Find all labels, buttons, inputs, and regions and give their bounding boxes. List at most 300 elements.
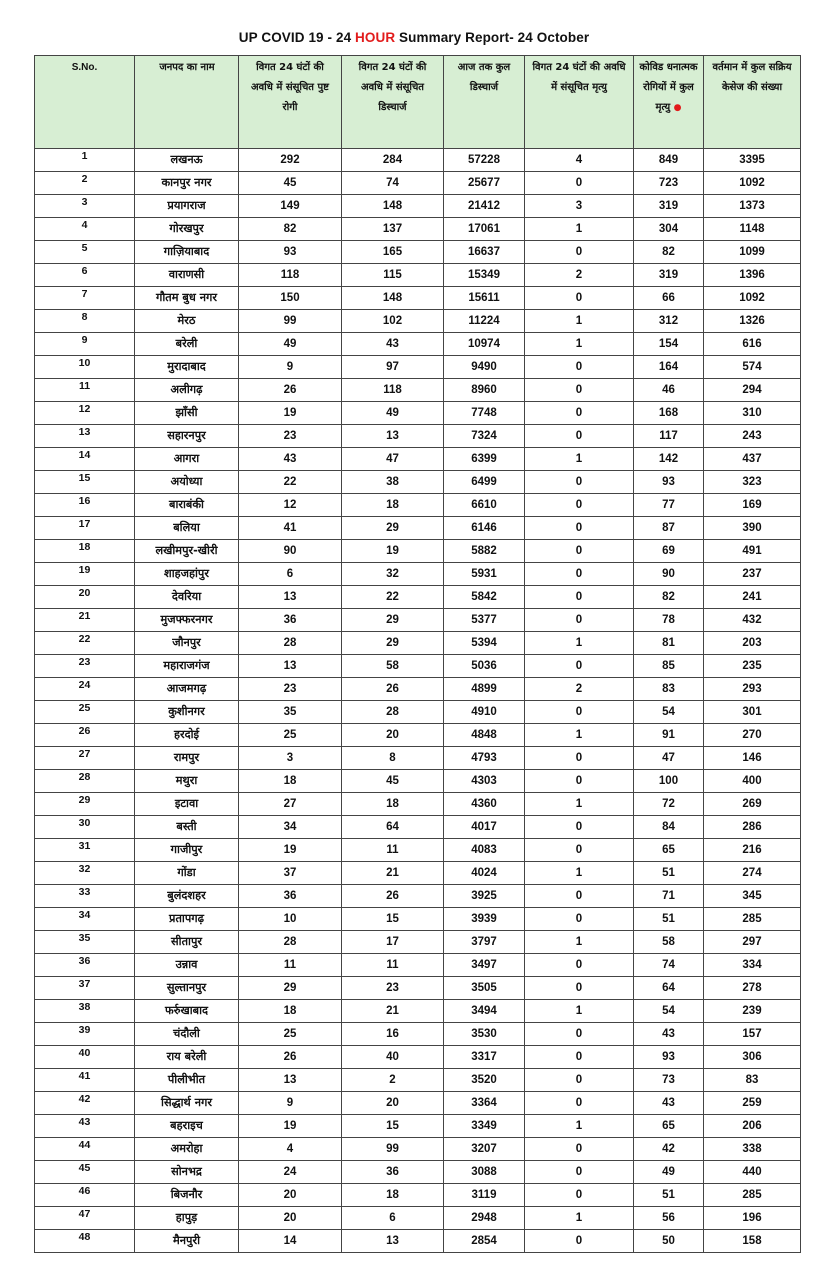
cell-new-cases: 82 [239, 218, 342, 241]
cell-total-discharged: 3520 [444, 1069, 525, 1092]
cell-total-discharged: 21412 [444, 195, 525, 218]
cell-active-cases: 216 [704, 839, 801, 862]
cell-new-cases: 20 [239, 1184, 342, 1207]
cell-deaths-24h: 0 [525, 839, 634, 862]
cell-discharged-24h: 148 [342, 287, 444, 310]
cell-new-cases: 4 [239, 1138, 342, 1161]
cell-active-cases: 270 [704, 724, 801, 747]
cell-total-discharged: 4848 [444, 724, 525, 747]
cell-total-deaths: 723 [634, 172, 704, 195]
cell-active-cases: 432 [704, 609, 801, 632]
cell-new-cases: 28 [239, 632, 342, 655]
table-row [35, 1161, 801, 1184]
cell-active-cases: 1092 [704, 287, 801, 310]
cell-sno: 8 [35, 310, 135, 333]
cell-deaths-24h: 2 [525, 678, 634, 701]
cell-district: सीतापुर [135, 931, 239, 954]
cell-deaths-24h: 0 [525, 540, 634, 563]
cell-active-cases: 286 [704, 816, 801, 839]
cell-discharged-24h: 97 [342, 356, 444, 379]
cell-active-cases: 390 [704, 517, 801, 540]
summary-table [34, 55, 801, 1253]
cell-total-discharged: 4083 [444, 839, 525, 862]
cell-total-deaths: 74 [634, 954, 704, 977]
cell-sno: 46 [35, 1184, 135, 1207]
header-total-discharged: आज तक कुल डिस्चार्ज [444, 56, 525, 149]
table-row [35, 1230, 801, 1253]
cell-total-deaths: 319 [634, 264, 704, 287]
cell-deaths-24h: 1 [525, 1207, 634, 1230]
cell-deaths-24h: 0 [525, 287, 634, 310]
cell-discharged-24h: 13 [342, 425, 444, 448]
cell-total-discharged: 6610 [444, 494, 525, 517]
cell-total-deaths: 82 [634, 586, 704, 609]
cell-total-deaths: 91 [634, 724, 704, 747]
cell-active-cases: 1326 [704, 310, 801, 333]
cell-total-deaths: 154 [634, 333, 704, 356]
cell-active-cases: 259 [704, 1092, 801, 1115]
cell-deaths-24h: 0 [525, 402, 634, 425]
cell-discharged-24h: 26 [342, 678, 444, 701]
cell-total-discharged: 7324 [444, 425, 525, 448]
table-row [35, 1000, 801, 1023]
table-row [35, 816, 801, 839]
cell-active-cases: 334 [704, 954, 801, 977]
table-row [35, 655, 801, 678]
cell-new-cases: 12 [239, 494, 342, 517]
cell-total-discharged: 4910 [444, 701, 525, 724]
cell-deaths-24h: 0 [525, 1069, 634, 1092]
cell-new-cases: 36 [239, 609, 342, 632]
cell-active-cases: 274 [704, 862, 801, 885]
cell-total-deaths: 66 [634, 287, 704, 310]
cell-deaths-24h: 0 [525, 1184, 634, 1207]
cell-sno: 33 [35, 885, 135, 908]
cell-deaths-24h: 0 [525, 425, 634, 448]
cell-sno: 21 [35, 609, 135, 632]
cell-sno: 25 [35, 701, 135, 724]
cell-sno: 35 [35, 931, 135, 954]
cell-sno: 37 [35, 977, 135, 1000]
table-row [35, 471, 801, 494]
table-row [35, 862, 801, 885]
table-row [35, 563, 801, 586]
cell-new-cases: 14 [239, 1230, 342, 1253]
cell-new-cases: 24 [239, 1161, 342, 1184]
cell-deaths-24h: 0 [525, 977, 634, 1000]
cell-total-deaths: 93 [634, 471, 704, 494]
cell-total-deaths: 43 [634, 1023, 704, 1046]
cell-deaths-24h: 1 [525, 632, 634, 655]
cell-district: राय बरेली [135, 1046, 239, 1069]
cell-total-deaths: 71 [634, 885, 704, 908]
cell-total-discharged: 15611 [444, 287, 525, 310]
cell-total-discharged: 4899 [444, 678, 525, 701]
table-row [35, 1092, 801, 1115]
cell-deaths-24h: 1 [525, 1115, 634, 1138]
cell-sno: 48 [35, 1230, 135, 1253]
cell-discharged-24h: 20 [342, 1092, 444, 1115]
cell-district: बुलंदशहर [135, 885, 239, 908]
header-sno: S.No. [35, 56, 135, 149]
cell-sno: 23 [35, 655, 135, 678]
cell-active-cases: 196 [704, 1207, 801, 1230]
cell-deaths-24h: 0 [525, 701, 634, 724]
cell-discharged-24h: 21 [342, 862, 444, 885]
cell-total-discharged: 3530 [444, 1023, 525, 1046]
cell-district: कुशीनगर [135, 701, 239, 724]
cell-new-cases: 10 [239, 908, 342, 931]
cell-discharged-24h: 11 [342, 839, 444, 862]
table-row [35, 770, 801, 793]
cell-district: पीलीभीत [135, 1069, 239, 1092]
cell-new-cases: 149 [239, 195, 342, 218]
cell-discharged-24h: 49 [342, 402, 444, 425]
cell-district: गौतम बुध नगर [135, 287, 239, 310]
cell-new-cases: 118 [239, 264, 342, 287]
cell-new-cases: 3 [239, 747, 342, 770]
cell-total-deaths: 46 [634, 379, 704, 402]
cell-new-cases: 26 [239, 379, 342, 402]
cell-total-deaths: 65 [634, 839, 704, 862]
cell-new-cases: 11 [239, 954, 342, 977]
cell-discharged-24h: 15 [342, 908, 444, 931]
cell-deaths-24h: 1 [525, 862, 634, 885]
cell-total-deaths: 81 [634, 632, 704, 655]
cell-deaths-24h: 0 [525, 471, 634, 494]
cell-district: गाजीपुर [135, 839, 239, 862]
table-row [35, 609, 801, 632]
cell-total-discharged: 4793 [444, 747, 525, 770]
cell-deaths-24h: 0 [525, 379, 634, 402]
table-row [35, 632, 801, 655]
header-deaths-24h: विगत 24 घंटों की अवधि में संसूचित मृत्यु [525, 56, 634, 149]
cell-deaths-24h: 0 [525, 1230, 634, 1253]
cell-active-cases: 285 [704, 908, 801, 931]
cell-active-cases: 440 [704, 1161, 801, 1184]
cell-new-cases: 9 [239, 1092, 342, 1115]
cell-discharged-24h: 32 [342, 563, 444, 586]
cell-sno: 29 [35, 793, 135, 816]
cell-active-cases: 158 [704, 1230, 801, 1253]
cell-active-cases: 1099 [704, 241, 801, 264]
cell-active-cases: 345 [704, 885, 801, 908]
cell-active-cases: 269 [704, 793, 801, 816]
table-row [35, 747, 801, 770]
cell-sno: 5 [35, 241, 135, 264]
cell-deaths-24h: 1 [525, 310, 634, 333]
table-row [35, 1138, 801, 1161]
cell-sno: 19 [35, 563, 135, 586]
cell-district: लखीमपुर-खीरी [135, 540, 239, 563]
cell-new-cases: 9 [239, 356, 342, 379]
cell-deaths-24h: 0 [525, 586, 634, 609]
table-row [35, 678, 801, 701]
cell-district: हापुड़ [135, 1207, 239, 1230]
cell-deaths-24h: 0 [525, 241, 634, 264]
cell-discharged-24h: 18 [342, 793, 444, 816]
cell-deaths-24h: 0 [525, 172, 634, 195]
cell-deaths-24h: 2 [525, 264, 634, 287]
cell-discharged-24h: 20 [342, 724, 444, 747]
cell-deaths-24h: 0 [525, 954, 634, 977]
cell-discharged-24h: 43 [342, 333, 444, 356]
cell-sno: 31 [35, 839, 135, 862]
cell-deaths-24h: 0 [525, 1161, 634, 1184]
cell-discharged-24h: 58 [342, 655, 444, 678]
cell-deaths-24h: 0 [525, 1138, 634, 1161]
cell-total-discharged: 16637 [444, 241, 525, 264]
cell-discharged-24h: 17 [342, 931, 444, 954]
cell-total-deaths: 87 [634, 517, 704, 540]
cell-active-cases: 574 [704, 356, 801, 379]
cell-district: रामपुर [135, 747, 239, 770]
cell-district: अमरोहा [135, 1138, 239, 1161]
cell-sno: 13 [35, 425, 135, 448]
table-row [35, 540, 801, 563]
cell-discharged-24h: 11 [342, 954, 444, 977]
cell-deaths-24h: 1 [525, 333, 634, 356]
cell-new-cases: 93 [239, 241, 342, 264]
table-row [35, 586, 801, 609]
cell-discharged-24h: 26 [342, 885, 444, 908]
cell-active-cases: 400 [704, 770, 801, 793]
cell-discharged-24h: 74 [342, 172, 444, 195]
table-row [35, 1207, 801, 1230]
cell-sno: 34 [35, 908, 135, 931]
title-prefix: UP COVID 19 - 24 [238, 30, 356, 45]
cell-sno: 30 [35, 816, 135, 839]
cell-active-cases: 616 [704, 333, 801, 356]
cell-sno: 6 [35, 264, 135, 287]
cell-deaths-24h: 1 [525, 218, 634, 241]
cell-district: झाँसी [135, 402, 239, 425]
table-row [35, 149, 801, 172]
cell-sno: 40 [35, 1046, 135, 1069]
table-row [35, 448, 801, 471]
cell-discharged-24h: 18 [342, 1184, 444, 1207]
table-row [35, 195, 801, 218]
report-title [0, 30, 828, 45]
header-total-deaths [634, 56, 704, 149]
cell-district: महाराजगंज [135, 655, 239, 678]
cell-active-cases: 1396 [704, 264, 801, 287]
header-active-cases: वर्तमान में कुल सक्रिय केसेज की संख्या [704, 56, 801, 149]
cell-total-deaths: 64 [634, 977, 704, 1000]
cell-sno: 7 [35, 287, 135, 310]
cell-new-cases: 37 [239, 862, 342, 885]
cell-new-cases: 18 [239, 770, 342, 793]
cell-total-deaths: 42 [634, 1138, 704, 1161]
cell-active-cases: 169 [704, 494, 801, 517]
cell-active-cases: 83 [704, 1069, 801, 1092]
cell-deaths-24h: 1 [525, 793, 634, 816]
table-row [35, 356, 801, 379]
cell-total-deaths: 93 [634, 1046, 704, 1069]
table-row [35, 379, 801, 402]
cell-total-deaths: 117 [634, 425, 704, 448]
cell-total-discharged: 8960 [444, 379, 525, 402]
cell-total-deaths: 58 [634, 931, 704, 954]
cell-sno: 44 [35, 1138, 135, 1161]
cell-new-cases: 23 [239, 425, 342, 448]
cell-discharged-24h: 118 [342, 379, 444, 402]
cell-district: वाराणसी [135, 264, 239, 287]
table-row [35, 241, 801, 264]
cell-sno: 36 [35, 954, 135, 977]
cell-sno: 18 [35, 540, 135, 563]
cell-active-cases: 203 [704, 632, 801, 655]
cell-sno: 28 [35, 770, 135, 793]
table-row [35, 287, 801, 310]
cell-new-cases: 99 [239, 310, 342, 333]
cell-deaths-24h: 1 [525, 448, 634, 471]
cell-new-cases: 292 [239, 149, 342, 172]
table-row [35, 954, 801, 977]
table-row [35, 793, 801, 816]
cell-district: मथुरा [135, 770, 239, 793]
cell-total-deaths: 65 [634, 1115, 704, 1138]
cell-new-cases: 150 [239, 287, 342, 310]
cell-active-cases: 278 [704, 977, 801, 1000]
cell-discharged-24h: 29 [342, 632, 444, 655]
table-row [35, 908, 801, 931]
cell-total-discharged: 3939 [444, 908, 525, 931]
cell-deaths-24h: 3 [525, 195, 634, 218]
cell-district: गोरखपुर [135, 218, 239, 241]
cell-active-cases: 1373 [704, 195, 801, 218]
cell-new-cases: 27 [239, 793, 342, 816]
cell-total-discharged: 2854 [444, 1230, 525, 1253]
cell-sno: 12 [35, 402, 135, 425]
cell-total-discharged: 10974 [444, 333, 525, 356]
cell-total-discharged: 17061 [444, 218, 525, 241]
cell-total-discharged: 5882 [444, 540, 525, 563]
cell-deaths-24h: 0 [525, 1092, 634, 1115]
cell-sno: 11 [35, 379, 135, 402]
cell-discharged-24h: 29 [342, 609, 444, 632]
cell-discharged-24h: 38 [342, 471, 444, 494]
cell-deaths-24h: 0 [525, 1046, 634, 1069]
cell-discharged-24h: 29 [342, 517, 444, 540]
table-row [35, 172, 801, 195]
cell-district: सुल्तानपुर [135, 977, 239, 1000]
cell-total-deaths: 84 [634, 816, 704, 839]
cell-active-cases: 306 [704, 1046, 801, 1069]
cell-deaths-24h: 0 [525, 770, 634, 793]
cell-total-deaths: 54 [634, 1000, 704, 1023]
cell-deaths-24h: 0 [525, 816, 634, 839]
cell-sno: 14 [35, 448, 135, 471]
cell-active-cases: 293 [704, 678, 801, 701]
cell-total-discharged: 11224 [444, 310, 525, 333]
cell-discharged-24h: 40 [342, 1046, 444, 1069]
cell-total-deaths: 849 [634, 149, 704, 172]
cell-sno: 41 [35, 1069, 135, 1092]
cell-total-deaths: 304 [634, 218, 704, 241]
cell-district: जौनपुर [135, 632, 239, 655]
header-total-deaths-text: कोविड धनात्मक रोगियों में कुल मृत्यु [639, 62, 698, 113]
cell-discharged-24h: 18 [342, 494, 444, 517]
cell-sno: 32 [35, 862, 135, 885]
cell-deaths-24h: 0 [525, 747, 634, 770]
cell-new-cases: 43 [239, 448, 342, 471]
cell-new-cases: 13 [239, 1069, 342, 1092]
cell-new-cases: 25 [239, 1023, 342, 1046]
cell-active-cases: 310 [704, 402, 801, 425]
cell-new-cases: 25 [239, 724, 342, 747]
table-row [35, 724, 801, 747]
cell-new-cases: 19 [239, 402, 342, 425]
cell-total-discharged: 5842 [444, 586, 525, 609]
cell-total-discharged: 6146 [444, 517, 525, 540]
table-row [35, 402, 801, 425]
cell-district: शाहजहांपुर [135, 563, 239, 586]
cell-sno: 27 [35, 747, 135, 770]
cell-district: बहराइच [135, 1115, 239, 1138]
cell-total-discharged: 3364 [444, 1092, 525, 1115]
cell-discharged-24h: 45 [342, 770, 444, 793]
cell-discharged-24h: 102 [342, 310, 444, 333]
cell-active-cases: 285 [704, 1184, 801, 1207]
cell-active-cases: 206 [704, 1115, 801, 1138]
title-highlight: HOUR [355, 30, 396, 45]
table-header-row [35, 56, 801, 149]
cell-sno: 42 [35, 1092, 135, 1115]
cell-district: प्रतापगढ़ [135, 908, 239, 931]
cell-total-deaths: 56 [634, 1207, 704, 1230]
cell-total-discharged: 3088 [444, 1161, 525, 1184]
cell-new-cases: 22 [239, 471, 342, 494]
cell-discharged-24h: 47 [342, 448, 444, 471]
cell-total-discharged: 3349 [444, 1115, 525, 1138]
cell-sno: 10 [35, 356, 135, 379]
cell-active-cases: 243 [704, 425, 801, 448]
cell-district: अलीगढ़ [135, 379, 239, 402]
red-dot-icon: ● [673, 103, 682, 113]
cell-active-cases: 297 [704, 931, 801, 954]
cell-total-discharged: 4303 [444, 770, 525, 793]
cell-new-cases: 20 [239, 1207, 342, 1230]
cell-district: बस्ती [135, 816, 239, 839]
cell-deaths-24h: 0 [525, 356, 634, 379]
cell-new-cases: 34 [239, 816, 342, 839]
cell-active-cases: 146 [704, 747, 801, 770]
table-row [35, 517, 801, 540]
cell-total-discharged: 4017 [444, 816, 525, 839]
cell-total-discharged: 3119 [444, 1184, 525, 1207]
cell-sno: 1 [35, 149, 135, 172]
cell-discharged-24h: 8 [342, 747, 444, 770]
cell-new-cases: 28 [239, 931, 342, 954]
cell-total-deaths: 83 [634, 678, 704, 701]
cell-new-cases: 23 [239, 678, 342, 701]
cell-discharged-24h: 23 [342, 977, 444, 1000]
cell-new-cases: 41 [239, 517, 342, 540]
cell-total-discharged: 3505 [444, 977, 525, 1000]
table-row [35, 1023, 801, 1046]
cell-active-cases: 1148 [704, 218, 801, 241]
cell-active-cases: 437 [704, 448, 801, 471]
cell-new-cases: 19 [239, 1115, 342, 1138]
cell-total-deaths: 51 [634, 862, 704, 885]
cell-total-discharged: 3925 [444, 885, 525, 908]
table-row [35, 1046, 801, 1069]
cell-discharged-24h: 99 [342, 1138, 444, 1161]
cell-sno: 20 [35, 586, 135, 609]
cell-total-deaths: 69 [634, 540, 704, 563]
cell-total-deaths: 168 [634, 402, 704, 425]
